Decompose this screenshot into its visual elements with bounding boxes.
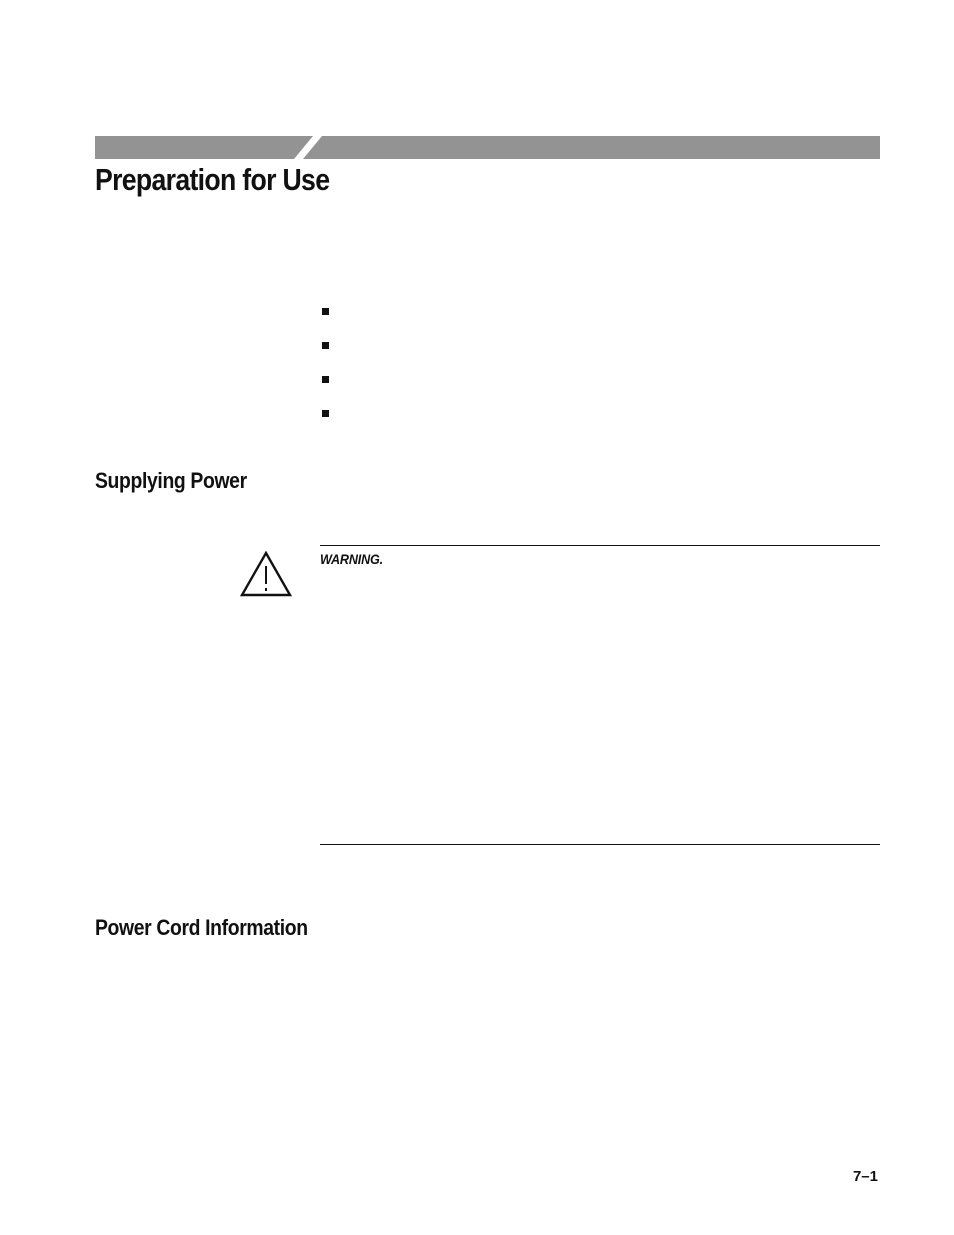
bullet-square-icon [322, 342, 329, 349]
page-title: Preparation for Use [95, 162, 330, 197]
bullet-square-icon [322, 410, 329, 417]
warning-top-rule [320, 545, 880, 546]
page-number: 7–1 [852, 1168, 878, 1185]
section-heading-supplying-power: Supplying Power [95, 468, 247, 493]
warning-label: WARNING. [320, 551, 383, 567]
bullet-square-icon [322, 308, 329, 315]
warning-triangle-icon [239, 550, 293, 598]
section-heading-power-cord-information: Power Cord Information [95, 915, 308, 940]
chapter-header-bar [95, 136, 880, 159]
bullet-square-icon [322, 376, 329, 383]
warning-bottom-rule [320, 844, 880, 845]
